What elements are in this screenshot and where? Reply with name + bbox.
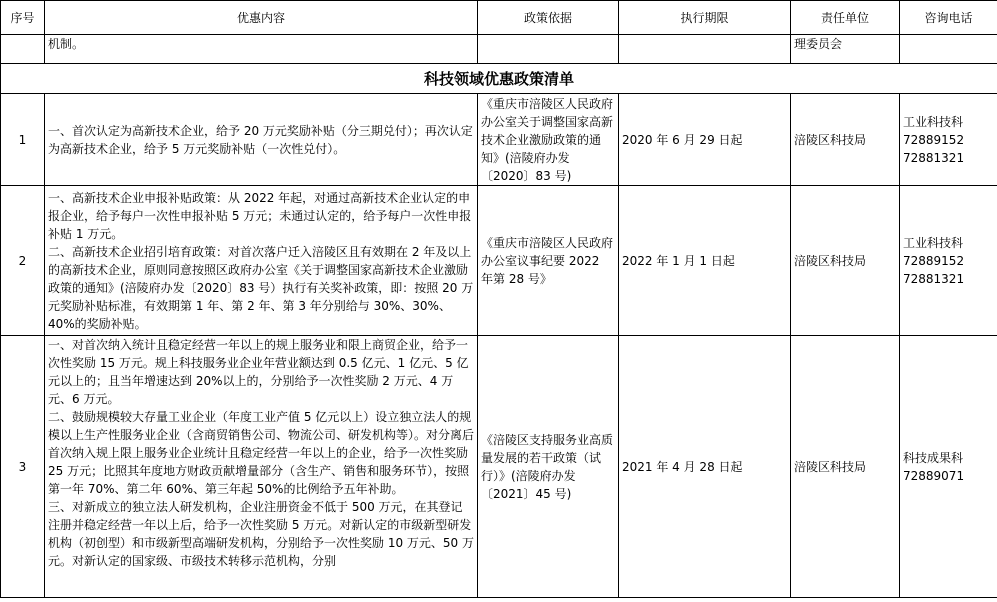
phone-line: 72889152 (903, 132, 965, 147)
phone-line: 工业科技科 (903, 114, 964, 129)
content-paragraph: 二、鼓励规模较大存量工业企业（年度工业产值 5 亿元以上）设立独立法人的规模以上生产性服务业企业（含商贸销售公司、物流公司、研发机构等）。对分离后首次纳入规上限上服务业企业统计且稳定经营一年以上的企业，给予一次性奖励 25 万元；比照其年度地方财政贡献增量部分（含生产、销售和服务环节），按照第一年 70%、第二年 60%、第三年起 50%的比例给予五年补助。 (48, 410, 475, 496)
row-no: 3 (1, 336, 45, 598)
row-basis: 《重庆市涪陵区人民政府办公室议事纪要 2022 年第 28 号》 (478, 186, 619, 336)
row-basis: 《涪陵区支持服务业高质量发展的若干政策（试行）》(涪陵府办发〔2021〕45 号) (478, 336, 619, 598)
row-period: 2022 年 1 月 1 日起 (619, 186, 791, 336)
header-period: 执行期限 (619, 1, 791, 35)
row-phone (900, 186, 997, 336)
phone-line: 工业科技科 (903, 235, 964, 250)
phone-line: 72889152 (903, 253, 965, 268)
header-row (1, 1, 997, 35)
row-unit: 涪陵区科技局 (791, 94, 900, 186)
content-paragraph: 二、高新技术企业招引培育政策：对首次落户迁入涪陵区且有效期在 2 年及以上的高新技术企业，原则同意按照区政府办公室《关于调整国家高新技术企业激励政策的通知》(涪陵府办发〔2020〕83 号）执行有关奖补政策，即：按照 20 万元奖励补贴标准，有效期第 1 年、第 2 年、第 3 年分别给与 30%、30%、40%的奖励补贴。 (48, 244, 474, 331)
table-row (1, 94, 997, 186)
content-paragraph: 一、高新技术企业申报补贴政策：从 2022 年起，对通过高新技术企业认定的申报企业，给予每户一次性申报补贴 5 万元；未通过认定的，给予每户一次性申报补贴 1 万元。 (48, 190, 472, 241)
row-content (45, 94, 478, 186)
phone-line: 科技成果科 (903, 450, 964, 465)
content-paragraph: 一、对首次纳入统计且稳定经营一年以上的规上服务业和限上商贸企业，给予一次性奖励 15 万元。规上科技服务业企业年营业额达到 0.5 亿元、1 亿元、5 亿元以上的；且当年增速达到 20%以上的，分别给予一次性奖励 2 万元、4 万元、6 万元。 (48, 338, 469, 406)
row-phone (900, 94, 997, 186)
table-row (1, 186, 997, 336)
row-unit: 涪陵区科技局 (791, 336, 900, 598)
section-title: 科技领域优惠政策清单 (1, 64, 997, 94)
row-no: 1 (1, 94, 45, 186)
row-period: 2020 年 6 月 29 日起 (619, 94, 791, 186)
header-phone: 咨询电话 (900, 1, 997, 35)
continuation-unit: 理委员会 (791, 35, 900, 64)
phone-line: 72881321 (903, 271, 965, 286)
row-content (45, 336, 478, 598)
header-no: 序号 (1, 1, 45, 35)
row-period: 2021 年 4 月 28 日起 (619, 336, 791, 598)
section-title-row (1, 64, 997, 94)
header-unit: 责任单位 (791, 1, 900, 35)
row-no: 2 (1, 186, 45, 336)
row-phone (900, 336, 997, 598)
header-content: 优惠内容 (45, 1, 478, 35)
row-basis: 《重庆市涪陵区人民政府办公室关于调整国家高新技术企业激励政策的通知》(涪陵府办发〔2020〕83 号) (478, 94, 619, 186)
continuation-row (1, 35, 997, 64)
header-basis: 政策依据 (478, 1, 619, 35)
content-paragraph: 一、首次认定为高新技术企业，给予 20 万元奖励补贴（分三期兑付）；再次认定为高新技术企业，给予 5 万元奖励补贴（一次性兑付）。 (48, 123, 473, 156)
content-paragraph: 三、对新成立的独立法人研发机构，企业注册资金不低于 500 万元，在其登记注册并稳定经营一年以上后，给予一次性奖励 5 万元。对新认定的市级新型研发机构（初创型）和市级新型高端研发机构，分别给予一次性奖励 10 万元、50 万元。对新认定的国家级、市级技术转移示范机构，分别 (48, 500, 474, 568)
row-content (45, 186, 478, 336)
phone-line: 72889071 (903, 468, 965, 483)
table-row (1, 336, 997, 598)
continuation-content: 机制。 (45, 35, 478, 64)
row-unit: 涪陵区科技局 (791, 186, 900, 336)
phone-line: 72881321 (903, 150, 965, 165)
